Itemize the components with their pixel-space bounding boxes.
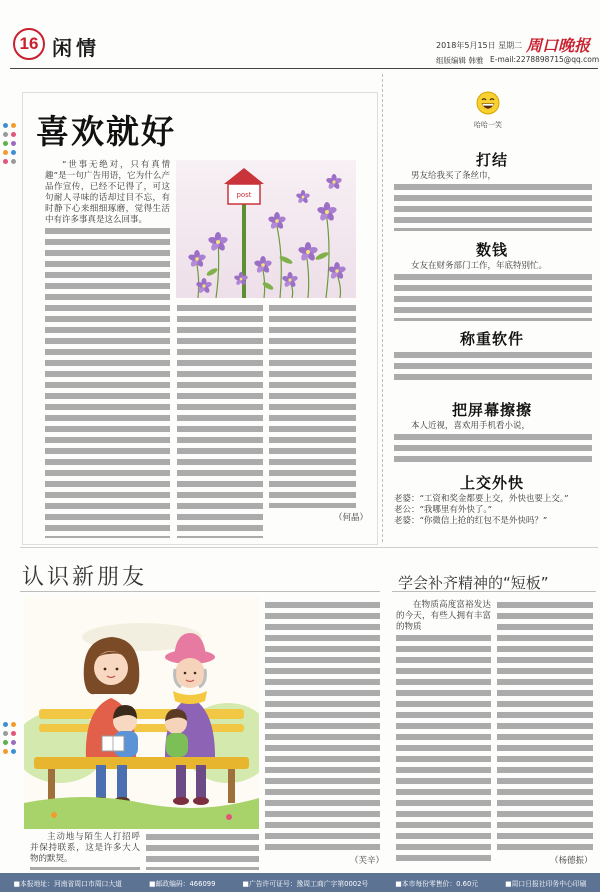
friends-article-column-1 [30,832,140,870]
editor-credit: 组版编辑 韩雅 [436,56,484,65]
main-article-column-1 [45,160,170,538]
joke-text [394,350,592,383]
main-article-column-2 [177,303,263,538]
family-bench-illustration [24,597,259,829]
friends-article-column-3 [265,600,380,850]
joke-dialogue-line: 老婆：“你微信上抢的红包不是外快吗？” [394,516,548,526]
body-text-lines [394,272,592,321]
jokes-column-title: 哈哈一笑 [474,121,502,129]
body-text-lines [394,182,592,231]
laughing-face-icon [476,91,500,115]
footer-printer: ■周口日报社印务中心印刷 [505,879,587,888]
body-text-lines [146,832,259,870]
body-text-lines [394,350,592,383]
joke-dialogue-line: 老公：“我哪里有外快了。” [394,505,492,515]
mind-article-lead: 在物质高度富裕发达的今天，有些人拥有丰富的物质 [396,600,491,632]
decor-dots-bottom [3,722,16,754]
body-text-lines [394,432,592,465]
mind-article-column-2 [497,600,593,850]
friends-article-lead: 主动地与陌生人打招呼并保持联系，这是许多大人物的默契。 [30,832,140,864]
body-text-lines [45,226,170,538]
title-underline [392,591,596,592]
joke-text [394,261,592,321]
body-text-lines [30,865,140,870]
joke-lead: 本人近视，喜欢用手机看小说， [411,421,531,431]
friends-article-column-2 [146,832,259,870]
joke-title: 称重软件 [459,330,524,348]
joke-title: 上交外快 [459,474,524,492]
decor-dots-top [3,123,16,164]
newspaper-logo: 周口晚报 [526,36,591,55]
main-article-lead: “世事无绝对，只有真情趣”是一句广告用语，它为什么产品作宣传，已经不记得了，可这句耐人寻味的话却过目不忘，有时静下心来细细琢磨，觉得生活中有许多事真是这么回事。 [45,160,170,225]
body-text-lines [497,600,593,850]
section-divider [20,547,598,548]
footer-address: ■本报地址：河南省周口市周口大道 [13,879,122,888]
joke-dialogue-line: 老婆：“工资和奖金都要上交，外快也要上交。” [394,494,569,504]
body-text-lines [396,633,491,866]
friends-article-title: 认识新朋友 [22,565,148,590]
joke-lead: 男友给我买了条丝巾， [411,171,497,181]
mind-article-column-1 [396,600,491,866]
title-underline [20,591,380,592]
joke-text [394,494,592,530]
body-text-lines [265,600,380,850]
header-rule [10,68,598,69]
footer-bar [0,873,600,892]
section-title: 闲情 [52,36,100,60]
mind-article-title: 学会补齐精神的“短板” [398,574,549,592]
contact-email: E-mail:2278898715@qq.com [490,55,600,64]
friends-article-byline: （芙辛） [350,856,385,866]
main-article-column-3 [269,303,356,508]
footer-price: ■本市每份零售价：0.60元 [395,879,479,888]
joke-title: 打结 [475,151,508,169]
body-text-lines [177,303,263,538]
joke-title: 把屏幕擦擦 [451,401,532,419]
joke-title: 数钱 [475,241,508,259]
footer-postcode: ■邮政编码：466099 [149,879,216,888]
page-number-badge: 16 [13,28,45,60]
main-article-title: 喜欢就好 [36,112,176,151]
body-text-lines [269,303,356,508]
mailbox-sign: post [236,191,252,199]
main-article-byline: （何晶） [334,513,369,523]
footer-ad-license: ■广告许可证号：豫周工商广字第0002号 [242,879,369,888]
mind-article-byline: （杨德振） [550,856,593,866]
joke-text [394,171,592,231]
joke-text [394,421,592,465]
flower-mailbox-photo [176,160,356,298]
issue-date: 2018年5月15日 星期二 [436,41,523,50]
joke-lead: 女友在财务部门工作，年底特别忙。 [411,261,548,271]
